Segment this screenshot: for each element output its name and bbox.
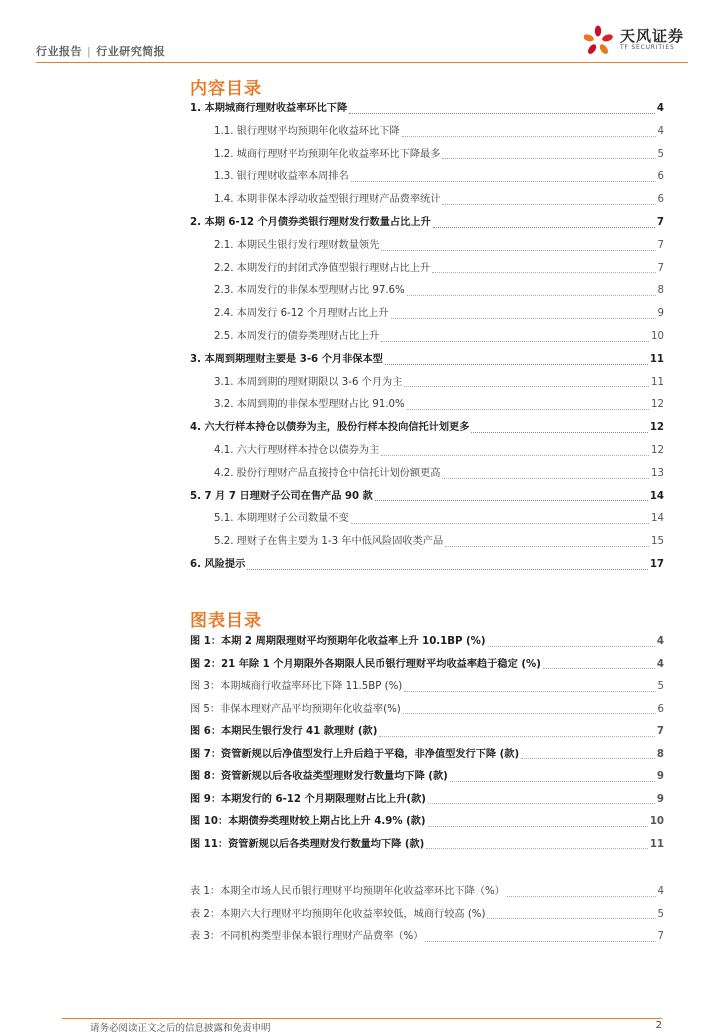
toc-entry[interactable] <box>190 555 664 578</box>
dot-leader <box>351 523 649 524</box>
toc-entry-page: 6 <box>657 171 664 183</box>
dot-leader <box>433 227 655 228</box>
toc-entry-page: 4 <box>657 125 664 137</box>
contents-list <box>190 99 664 578</box>
figure-entry[interactable] <box>190 677 664 700</box>
dot-leader <box>407 409 649 410</box>
toc-entry-label: 1. 本期城商行理财收益率环比下降 <box>190 103 348 114</box>
figure-entry[interactable] <box>190 745 664 768</box>
toc-entry-page: 11 <box>649 353 664 365</box>
toc-entry-label: 3.2. 本周到期的非保本型理财占比 91.0% <box>214 399 405 411</box>
toc-entry[interactable] <box>190 464 664 487</box>
toc-entry-label: 4.1. 六大行理财样本持仓以债券为主 <box>214 444 380 456</box>
dot-leader <box>471 432 647 433</box>
dot-leader <box>428 803 655 804</box>
figure-entry[interactable] <box>190 767 664 790</box>
toc-entry-label: 5. 7 月 7 日理财子公司在售产品 90 款 <box>190 490 373 502</box>
toc-entry[interactable] <box>190 122 664 145</box>
figure-entry-label: 图 5：非保本理财产品平均预期年化收益率(%) <box>190 703 401 715</box>
figure-entry-label: 图 2：21 年除 1 个月期限外各期限人民币银行理财平均收益率趋于稳定 (%) <box>190 658 541 670</box>
flower-logo-icon <box>584 24 616 56</box>
figure-entry-label: 图 3：本期城商行收益率环比下降 11.5BP (%) <box>190 681 403 692</box>
dot-leader <box>402 136 656 137</box>
table-entry-label: 表 3：不同机构类型非保本银行理财产品费率（%） <box>190 931 424 942</box>
figure-entry-label: 图 6：本期民生银行发行 41 款理财 (款) <box>190 726 378 737</box>
dot-leader <box>507 896 656 897</box>
toc-entry[interactable] <box>190 281 664 304</box>
toc-entry-label: 2.4. 本周发行 6-12 个月理财占比上升 <box>214 308 389 320</box>
dot-leader <box>404 691 655 692</box>
figure-entry-label: 图 8：资管新规以后各收益类型理财发行数量均下降 (款) <box>190 771 448 782</box>
figure-entry[interactable] <box>190 655 664 678</box>
report-category <box>36 43 165 59</box>
dot-leader <box>375 500 648 501</box>
table-entry-label: 表 2：本期六大行理财平均预期年化收益率较低，城商行较高 (%) <box>190 908 486 920</box>
dot-leader <box>521 758 655 759</box>
dot-leader <box>385 364 648 365</box>
figure-entry[interactable] <box>190 632 664 655</box>
toc-entry-page: 5 <box>657 148 664 160</box>
dot-leader <box>381 250 655 251</box>
figure-entry-page: 9 <box>656 771 664 782</box>
figure-entry-page: 5 <box>657 681 664 692</box>
dot-leader <box>543 668 655 669</box>
toc-entry[interactable] <box>190 327 664 350</box>
figure-entry[interactable] <box>190 835 664 858</box>
toc-entry-page: 14 <box>651 513 664 525</box>
category-separator: | <box>87 45 92 58</box>
dot-leader <box>432 272 655 273</box>
dot-leader <box>381 455 649 456</box>
toc-entry-page: 13 <box>651 467 664 479</box>
toc-entry-page: 4 <box>656 103 664 114</box>
toc-entry-page: 7 <box>656 216 664 228</box>
toc-entry-label: 4.2. 股份行理财产品直接持仓中信托计划份额更高 <box>214 467 441 479</box>
toc-entry-page: 12 <box>649 422 664 434</box>
figure-entry[interactable] <box>190 700 664 723</box>
dot-leader <box>381 341 649 342</box>
toc-entry[interactable] <box>190 395 664 418</box>
toc-entry-label: 1.4. 本期非保本浮动收益型银行理财产品费率统计 <box>214 194 441 206</box>
toc-entry-label: 5.1. 本期理财子公司数量不变 <box>214 513 349 525</box>
tables-list <box>190 882 664 950</box>
toc-entry-page: 7 <box>657 239 664 251</box>
toc-entry-label: 1.3. 银行理财收益率本周排名 <box>214 171 349 183</box>
dot-leader <box>445 546 649 547</box>
toc-entry-label: 2.5. 本周发行的债券类理财占比上升 <box>214 330 380 342</box>
toc-entry-label: 4. 六大行样本持仓以债券为主，股份行样本投向信托计划更多 <box>190 422 470 434</box>
toc-entry[interactable] <box>190 259 664 282</box>
figure-entry-page: 4 <box>656 636 664 647</box>
toc-entry-label: 5.2. 理财子在售主要为 1-3 年中低风险固收类产品 <box>214 536 444 548</box>
figure-entry[interactable] <box>190 812 664 835</box>
figure-entry-label: 图 1：本期 2 周期限理财平均预期年化收益率上升 10.1BP (%) <box>190 636 486 647</box>
toc-entry-page: 17 <box>649 558 664 570</box>
figure-entry-page: 7 <box>656 726 664 737</box>
figure-entry-page: 10 <box>649 816 664 827</box>
toc-entry[interactable] <box>190 418 664 441</box>
dot-leader <box>247 569 648 570</box>
dot-leader <box>450 781 655 782</box>
figure-entry-page: 8 <box>656 748 664 760</box>
figure-entry[interactable] <box>190 722 664 745</box>
dot-leader <box>442 204 655 205</box>
toc-entry-page: 12 <box>651 444 664 456</box>
dot-leader <box>404 386 649 387</box>
dot-leader <box>426 848 647 849</box>
figures-list <box>190 632 664 857</box>
toc-entry-label: 6. 风险提示 <box>190 558 246 570</box>
figure-entry-page: 9 <box>656 793 664 805</box>
figure-entry-label: 图 11：资管新规以后各类理财发行数量均下降 (款) <box>190 838 425 850</box>
footer-rule <box>62 1018 662 1019</box>
toc-entry-page: 15 <box>651 536 664 548</box>
toc-entry[interactable] <box>190 145 664 168</box>
toc-entry[interactable] <box>190 99 664 122</box>
toc-entry-label: 1.1. 银行理财平均预期年化收益环比下降 <box>214 125 400 137</box>
toc-entry-label: 3.1. 本周到期的理财期限以 3-6 个月为主 <box>214 376 403 388</box>
toc-entry[interactable] <box>190 441 664 464</box>
category-label: 行业报告 <box>36 45 82 58</box>
toc-entry-label: 2.3. 本周发行的非保本型理财占比 97.6% <box>214 285 405 297</box>
dot-leader <box>403 713 656 714</box>
toc-entry-label: 2. 本期 6-12 个月债券类银行理财发行数量占比上升 <box>190 216 431 228</box>
logo-cn: 天风证券 <box>619 27 684 45</box>
table-entry-page: 7 <box>657 931 664 942</box>
toc-entry-page: 12 <box>651 399 664 411</box>
figure-entry[interactable] <box>190 790 664 813</box>
contents-title: 内容目录 <box>190 79 262 99</box>
page-number: 2 <box>655 1020 662 1031</box>
toc-entry[interactable] <box>190 304 664 327</box>
dot-leader <box>425 941 655 942</box>
toc-entry-page: 14 <box>649 490 664 502</box>
toc-entry[interactable] <box>190 350 664 373</box>
toc-entry[interactable] <box>190 236 664 259</box>
brand-logo <box>584 22 684 58</box>
toc-entry-page: 9 <box>657 308 664 320</box>
toc-entry[interactable] <box>190 373 664 396</box>
toc-entry[interactable] <box>190 213 664 236</box>
table-entry-page: 5 <box>657 908 664 920</box>
toc-entry[interactable] <box>190 167 664 190</box>
figure-entry-label: 图 9：本期发行的 6-12 个月期限理财占比上升(款) <box>190 793 426 805</box>
toc-entry[interactable] <box>190 487 664 510</box>
toc-entry-page: 10 <box>651 330 664 342</box>
page-header <box>36 0 688 64</box>
toc-entry-label: 3. 本周到期理财主要是 3-6 个月非保本型 <box>190 353 383 365</box>
logo-en: TF SECURITIES <box>619 44 675 51</box>
dot-leader <box>407 295 656 296</box>
toc-entry[interactable] <box>190 509 664 532</box>
toc-entry-page: 11 <box>651 376 664 388</box>
toc-entry[interactable] <box>190 532 664 555</box>
dot-leader <box>351 181 656 182</box>
figures-title: 图表目录 <box>190 611 262 631</box>
toc-entry-label: 1.2. 城商行理财平均预期年化收益率环比下降最多 <box>214 148 441 160</box>
dot-leader <box>428 826 648 827</box>
table-entry-page: 4 <box>657 886 664 897</box>
toc-entry-page: 7 <box>657 262 664 274</box>
footer-disclaimer: 请务必阅读正文之后的信息披露和免责申明 <box>90 1023 271 1034</box>
header-rule <box>36 62 688 63</box>
figure-entry-page: 6 <box>657 703 664 715</box>
figure-entry-page: 4 <box>656 658 664 670</box>
dot-leader <box>442 158 655 159</box>
table-entry[interactable] <box>190 882 664 905</box>
dot-leader <box>442 478 649 479</box>
dot-leader <box>349 113 655 114</box>
subcategory-label: 行业研究简报 <box>96 45 166 58</box>
figure-entry-label: 图 10：本期债券类理财较上期占比上升 4.9% (款) <box>190 816 426 827</box>
figure-entry-page: 11 <box>649 838 664 850</box>
toc-entry-page: 6 <box>657 194 664 206</box>
dot-leader <box>379 736 655 737</box>
toc-entry-page: 8 <box>657 285 664 297</box>
toc-entry[interactable] <box>190 190 664 213</box>
dot-leader <box>487 918 655 919</box>
toc-entry-label: 2.1. 本期民生银行发行理财数量领先 <box>214 239 380 251</box>
table-entry-label: 表 1：本期全市场人民币银行理财平均预期年化收益率环比下降（%） <box>190 886 505 897</box>
figure-entry-label: 图 7：资管新规以后净值型发行上升后趋于平稳，非净值型发行下降 (款) <box>190 748 520 760</box>
dot-leader <box>391 318 656 319</box>
table-entry[interactable] <box>190 905 664 928</box>
toc-entry-label: 2.2. 本期发行的封闭式净值型银行理财占比上升 <box>214 262 431 274</box>
table-entry[interactable] <box>190 927 664 950</box>
dot-leader <box>488 646 655 647</box>
